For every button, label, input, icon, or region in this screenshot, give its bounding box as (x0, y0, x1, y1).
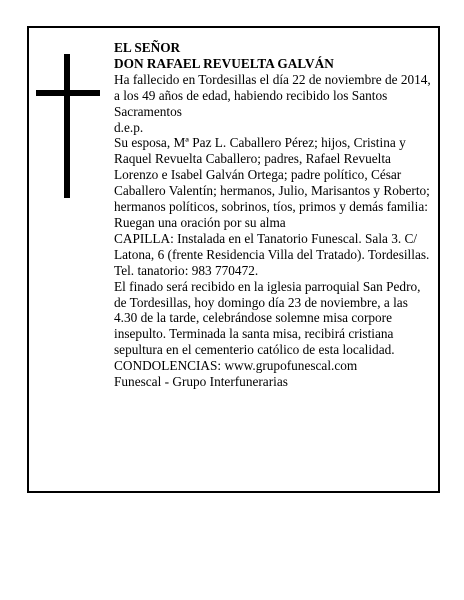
funeral-details: El finado será recibido en la iglesia parroquial San Pedro, de Tordesillas, hoy domingo día 23 de noviembre, a las 4.30 de la tarde, celebrándose solemne misa corpore insepulto. Terminada la santa misa, recibirá cristiana sepultura en el cementerio católico de esta localidad. CONDOLENCIAS: www.grupofunescal.com (114, 278, 421, 374)
funeral-home: Funescal - Grupo Interfunerarias (114, 374, 288, 390)
family-list: Su esposa, Mª Paz L. Caballero Pérez; hijos, Cristina y Raquel Revuelta Caballero; padres, Rafael Revuelta Lorenzo e Isabel Galván Ortega; padre político, César Caballero Valentín; hermanos, Julio, Marisantos y Roberto; hermanos políticos, sobrinos, tíos, primos y demás familia: (114, 135, 430, 215)
rip-line: d.e.p. (114, 119, 144, 135)
cross-icon (36, 54, 100, 198)
obituary-title: EL SEÑOR (114, 40, 181, 55)
cross-horizontal-bar (36, 90, 100, 96)
chapel-info: CAPILLA: Instalada en el Tanatorio Funescal. Sala 3. C/ Latona, 6 (frente Residencia Villa del Tratado). Tordesillas. Tel. tanatorio: 983 770472. (114, 230, 430, 278)
cross-vertical-bar (64, 54, 70, 198)
obituary-text (114, 40, 432, 390)
prayer-request: Ruegan una oración por su alma (114, 214, 286, 230)
death-announcement: Ha fallecido en Tordesillas el día 22 de noviembre de 2014, a los 49 años de edad, habiendo recibido los Santos Sacramentos (114, 71, 431, 119)
deceased-name: DON RAFAEL REVUELTA GALVÁN (114, 55, 334, 71)
